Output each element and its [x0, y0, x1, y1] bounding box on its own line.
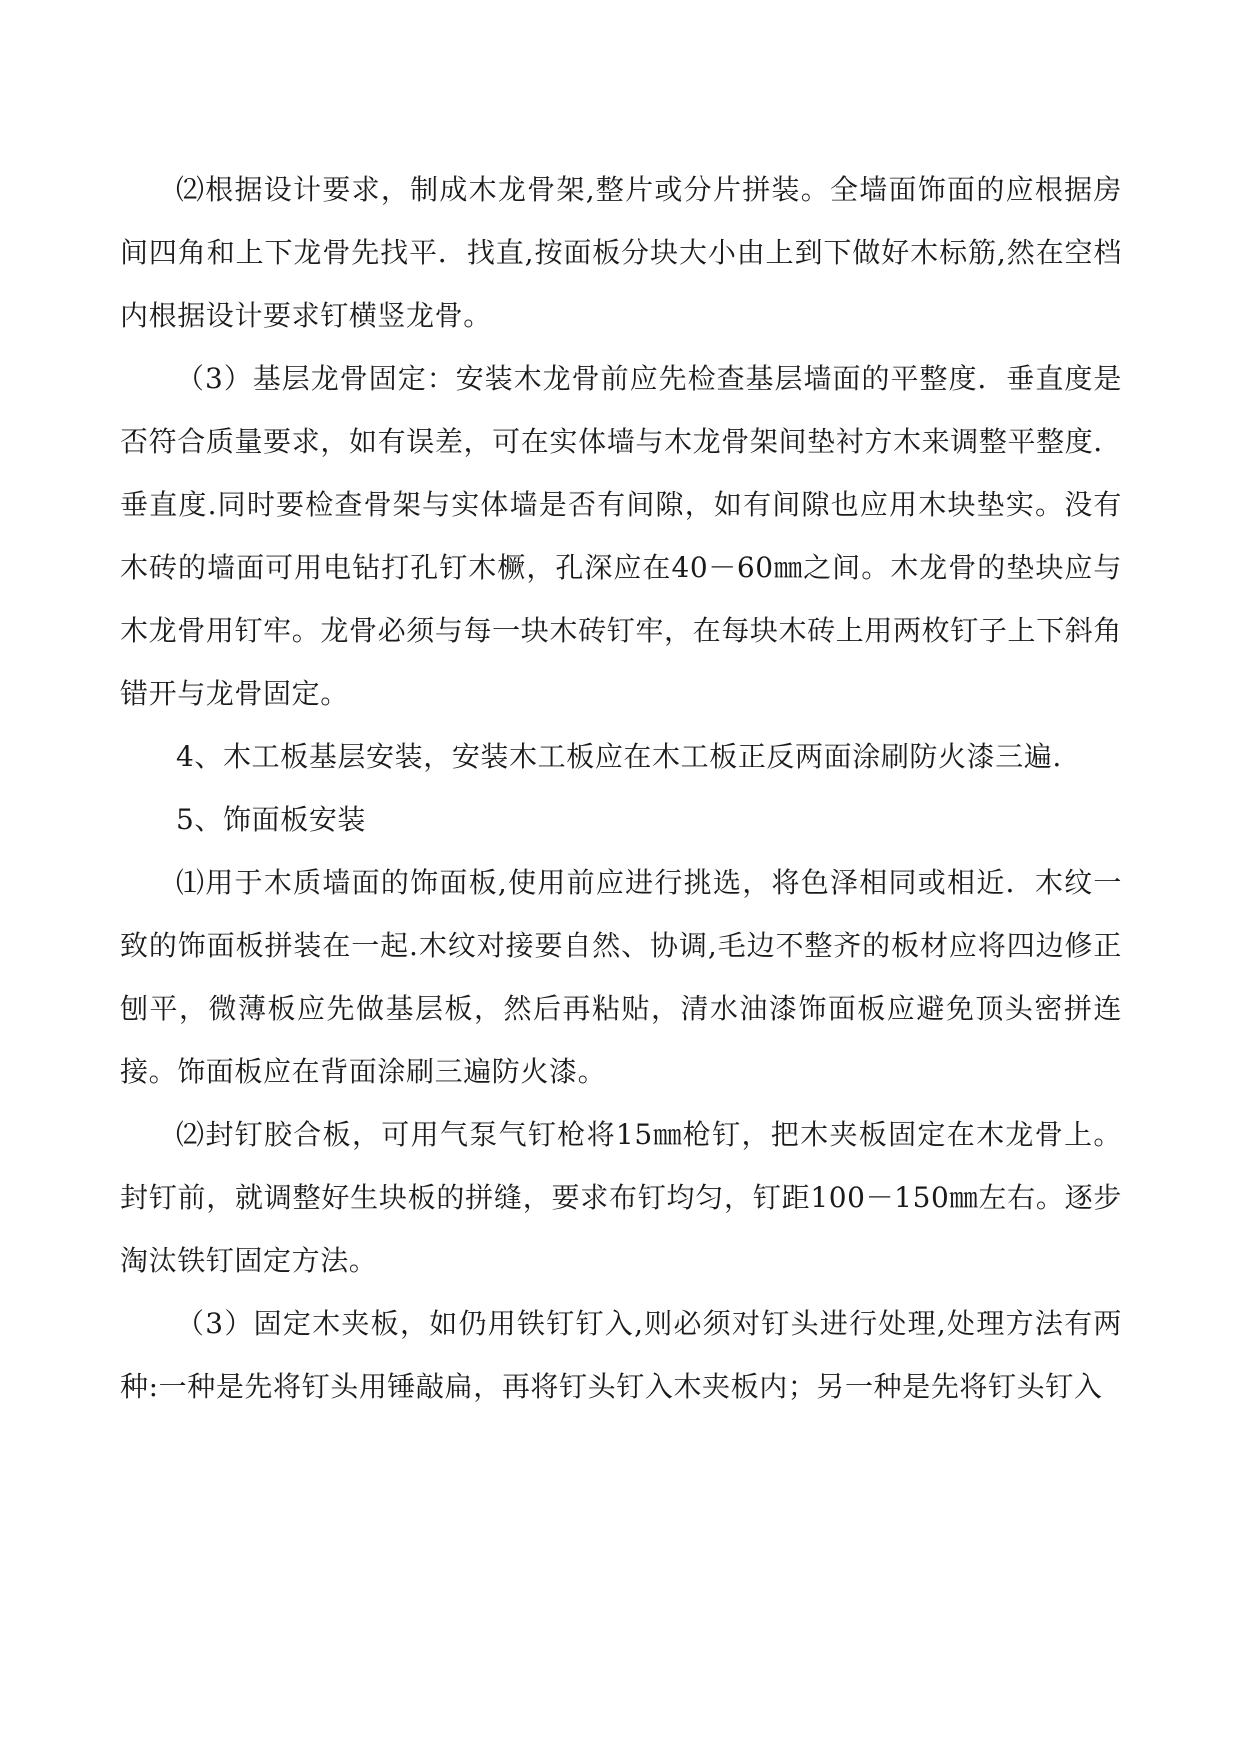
paragraph-nailing-plywood: ⑵封钉胶合板，可用气泵气钉枪将15㎜枪钉，把木夹板固定在木龙骨上。封钉前，就调整好生块板的拼缝，要求布钉均匀，钉距100－150㎜左右。逐步淘汰铁钉固定方法。: [120, 1118, 1122, 1277]
paragraph-blockboard-base: 4、木工板基层安装，安装木工板应在木工板正反两面涂刷防火漆三遍.: [176, 740, 1062, 773]
paragraph-base-keel-fixing: （3）基层龙骨固定：安装木龙骨前应先检查基层墙面的平整度．垂直度是否符合质量要求，如有误差，可在实体墙与木龙骨架间垫衬方木来调整平整度．垂直度.同时要检查骨架与实体墙是否有间隙，如有间隙也应用木块垫实。没有木砖的墙面可用电钻打孔钉木橛，孔深应在40－60㎜之间。木龙骨的垫块应与木龙骨用钉牢。龙骨必须与每一块木砖钉牢，在每块木砖上用两枚钉子上下斜角错开与龙骨固定。: [120, 362, 1122, 710]
paragraph-veneer-heading: 5、饰面板安装: [176, 803, 367, 836]
paragraph-keel-frame: ⑵根据设计要求，制成木龙骨架,整片或分片拼装。全墙面饰面的应根据房间四角和上下龙骨先找平．找直,按面板分块大小由上到下做好木标筋,然在空档内根据设计要求钉横竖龙骨。: [120, 173, 1122, 332]
paragraph-veneer-selection: ⑴用于木质墙面的饰面板,使用前应进行挑选，将色泽相同或相近．木纹一致的饰面板拼装在一起.木纹对接要自然、协调,毛边不整齐的板材应将四边修正刨平，微薄板应先做基层板，然后再粘贴，清水油漆饰面板应避免顶头密拼连接。饰面板应在背面涂刷三遍防火漆。: [120, 866, 1122, 1088]
document-body: [120, 158, 1122, 1418]
paragraph-fixing-plywood: （3）固定木夹板，如仍用铁钉钉入,则必须对钉头进行处理,处理方法有两种:一种是先将钉头用锤敲扁，再将钉头钉入木夹板内；另一种是先将钉头钉入: [120, 1307, 1122, 1403]
